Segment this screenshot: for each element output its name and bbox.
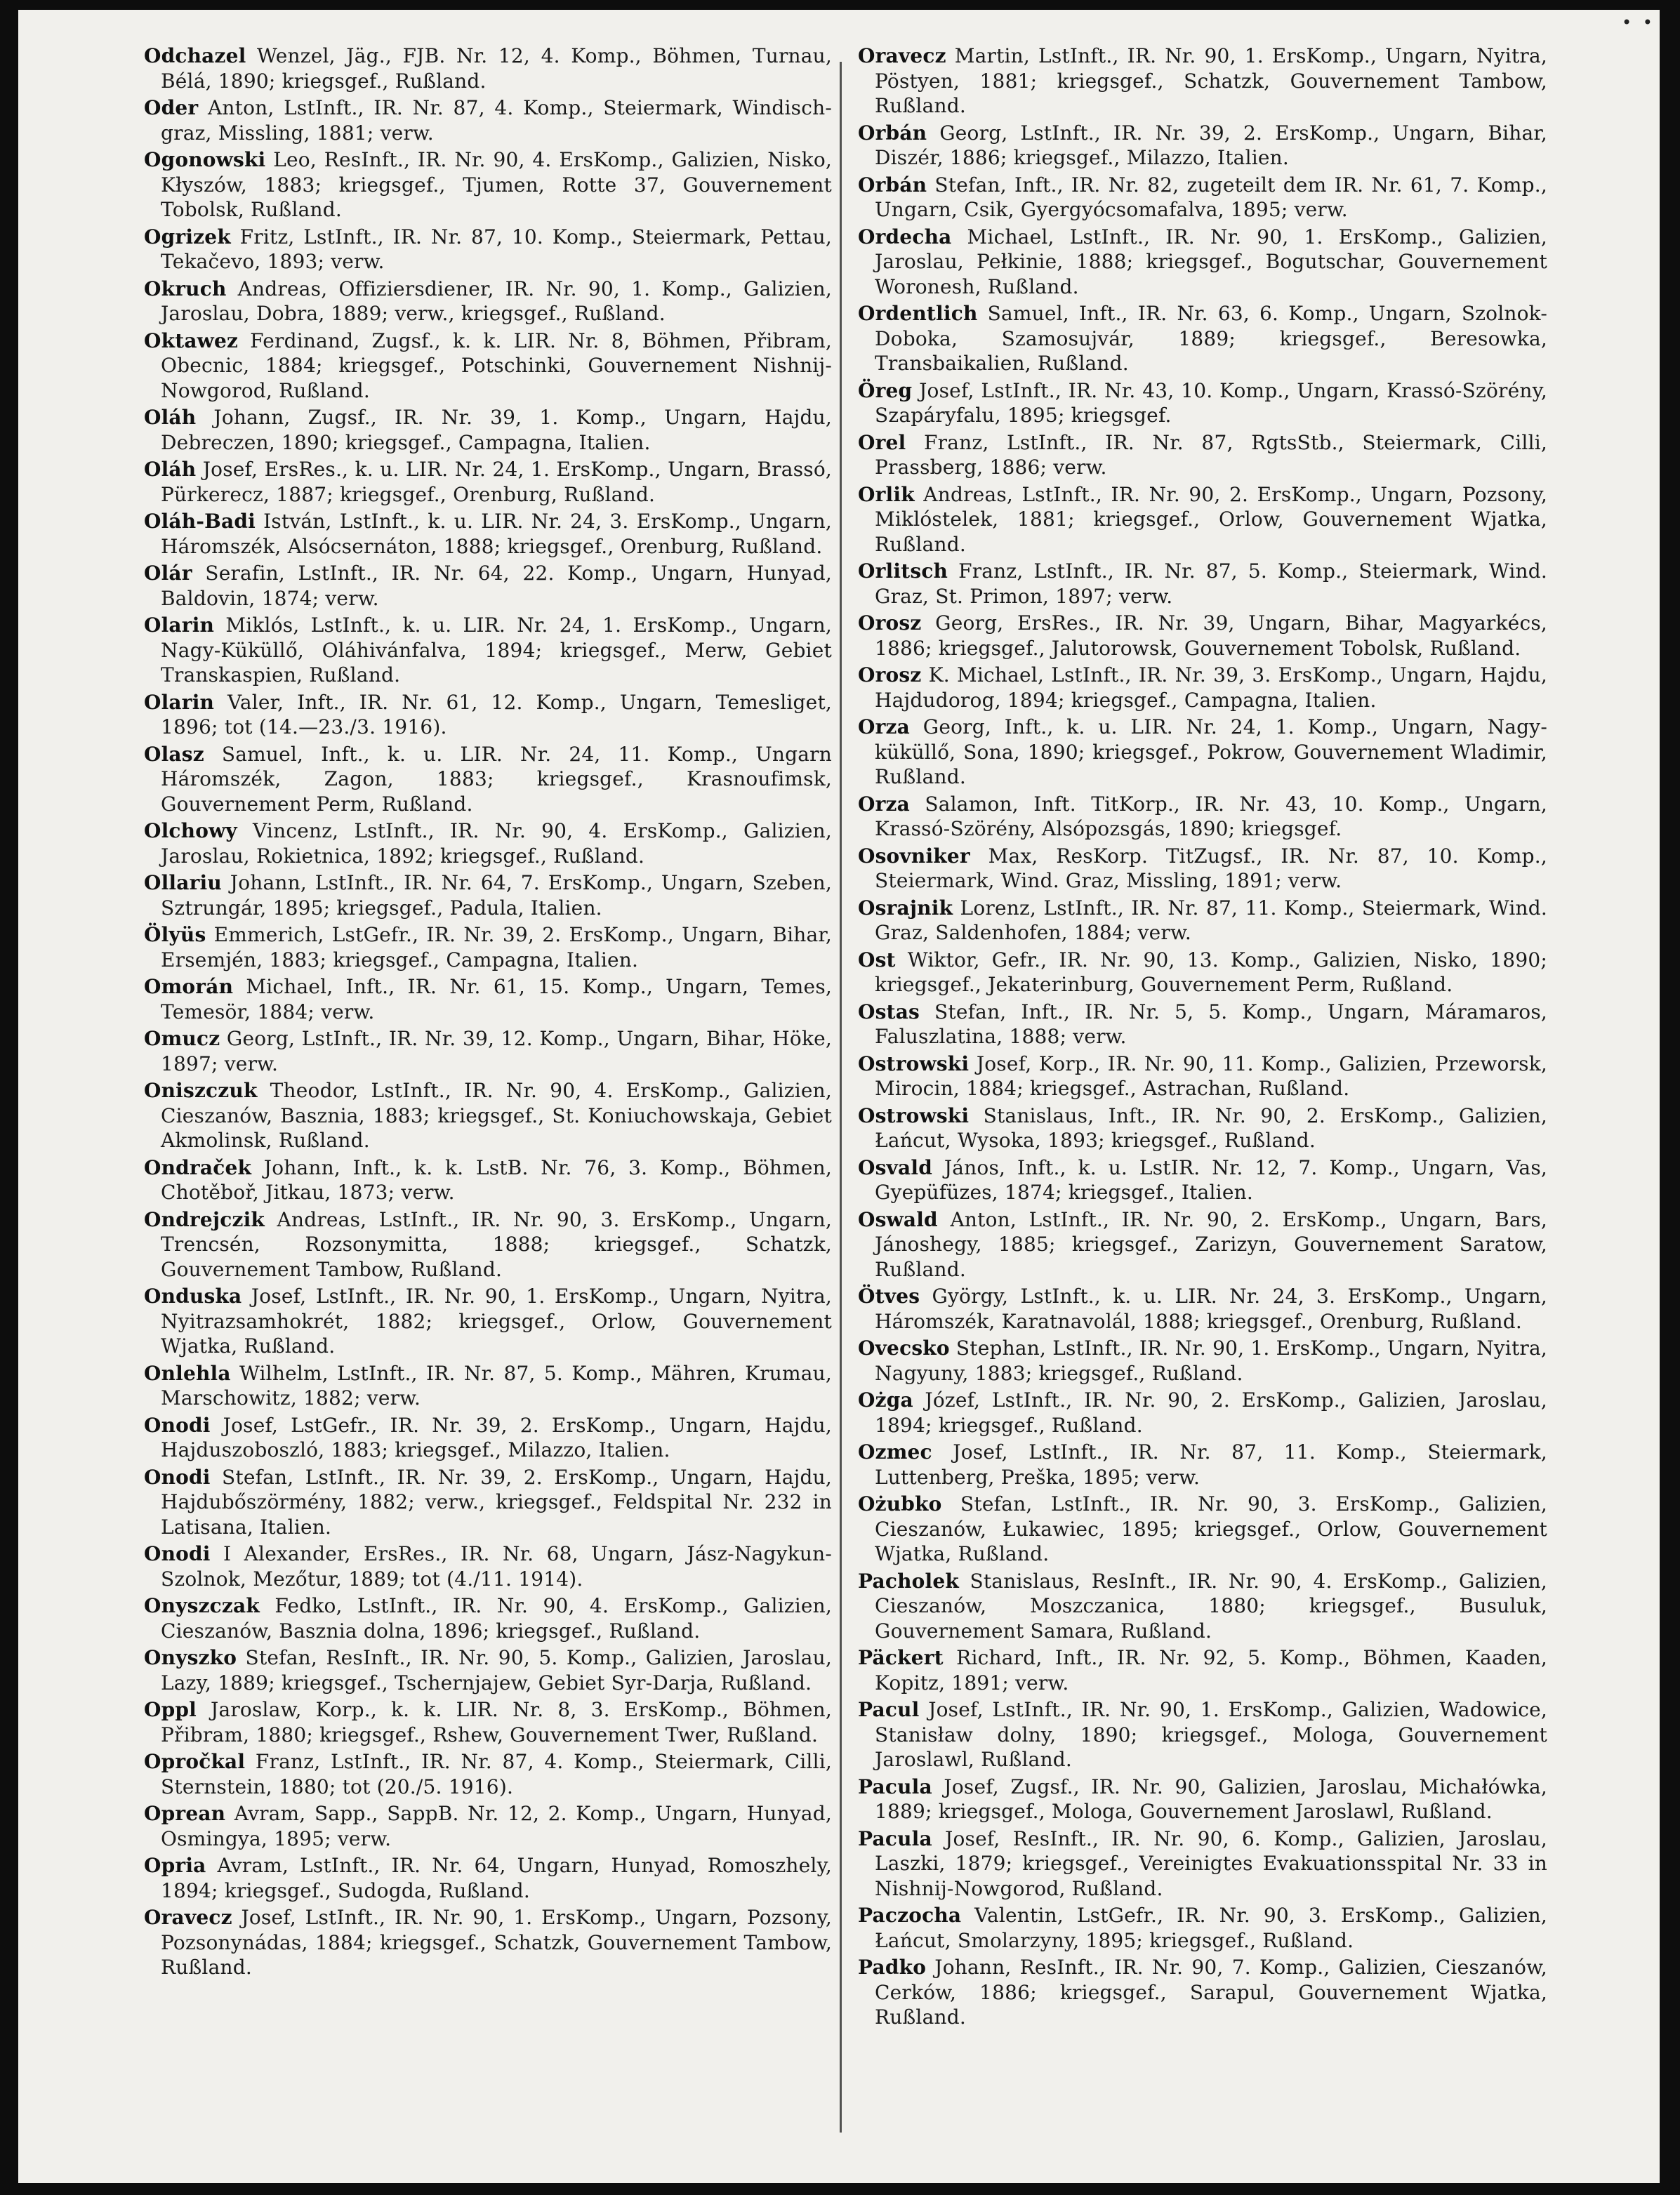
entry-surname: Oravecz	[144, 1906, 232, 1929]
entry-surname: Orlitsch	[858, 559, 948, 583]
list-entry	[144, 95, 832, 145]
entry-details: Josef, Zugsf., IR. Nr. 90, Galizien, Jaroslau, Michałówka, 1889; kriegsgef., Mologa, Gouvernement Jaroslawl, Rußland.	[875, 1775, 1547, 1823]
entry-surname: Olasz	[144, 742, 204, 766]
entry-details: Josef, LstInft., IR. Nr. 87, 11. Komp., Steiermark, Luttenberg, Preška, 1895; verw.	[875, 1440, 1547, 1489]
list-entry	[858, 44, 1547, 119]
list-entry	[144, 405, 832, 455]
entry-surname: Orosz	[858, 663, 922, 687]
list-entry	[858, 1103, 1547, 1153]
list-entry	[858, 1000, 1547, 1049]
entry-details: Miklós, LstInft., k. u. LIR. Nr. 24, 1. ErsKomp., Ungarn, Nagy-Küküllő, Oláhivánfalva, 1894; kriegsgef., Merw, Gebiet Transkaspien, Rußland.	[161, 614, 832, 687]
entry-surname: Ostrowski	[858, 1103, 970, 1127]
list-entry	[858, 225, 1547, 300]
entry-surname: Onduska	[144, 1285, 242, 1308]
entry-details: Josef, LstInft., IR. Nr. 43, 10. Komp., Ungarn, Krassó-Szörény, Szapáryfalu, 1895; kriegsgef.	[875, 378, 1547, 427]
list-entry	[144, 1541, 832, 1591]
entry-surname: Oder	[144, 96, 199, 119]
entry-details: Fedko, LstInft., IR. Nr. 90, 4. ErsKomp., Galizien, Cieszanów, Basznia dolna, 1896; kriegsgef., Rußland.	[161, 1594, 832, 1643]
entry-details: Emmerich, LstGefr., IR. Nr. 39, 2. ErsKomp., Ungarn, Bihar, Ersemjén, 1883; kriegsgef., Campagna, Italien.	[161, 923, 832, 971]
entry-surname: Ölyüs	[144, 923, 206, 946]
entry-details: Johann, ResInft., IR. Nr. 90, 7. Komp., Galizien, Cieszanów, Cerków, 1886; kriegsgef., Sarapul, Gouvernement Wjatka, Rußland.	[875, 1956, 1547, 2029]
entry-surname: Orbán	[858, 121, 927, 145]
list-entry	[144, 1284, 832, 1359]
list-entry	[858, 1388, 1547, 1438]
entry-surname: Onodi	[144, 1465, 211, 1489]
entry-surname: Oniszczuk	[144, 1079, 258, 1102]
entry-details: Georg, Inft., k. u. LIR. Nr. 24, 1. Komp., Ungarn, Nagy-küküllő, Sona, 1890; kriegsgef., Pokrow, Gouvernement Wladimir, Rußland.	[875, 715, 1547, 788]
list-entry	[858, 1440, 1547, 1490]
entry-surname: Oláh	[144, 406, 197, 429]
entry-surname: Ötves	[858, 1285, 920, 1308]
entry-surname: Oláh	[144, 458, 197, 481]
entry-surname: Okruch	[144, 277, 227, 300]
left-column	[144, 44, 832, 1982]
entry-surname: Ogrizek	[144, 225, 231, 248]
entry-details: Michael, Inft., IR. Nr. 61, 15. Komp., Ungarn, Temes, Temesör, 1884; verw.	[161, 975, 832, 1023]
list-entry	[858, 844, 1547, 894]
list-entry	[858, 792, 1547, 842]
entry-details: Lorenz, LstInft., IR. Nr. 87, 11. Komp., Steiermark, Wind. Graz, Saldenhofen, 1884; verw.	[875, 896, 1547, 944]
entry-surname: Ostas	[858, 1000, 920, 1023]
entry-surname: Olár	[144, 562, 192, 585]
entry-surname: Päckert	[858, 1646, 944, 1669]
entry-details: Josef, Korp., IR. Nr. 90, 11. Komp., Galizien, Przeworsk, Mirocin, 1884; kriegsgef., Astrachan, Rußland.	[875, 1052, 1547, 1100]
list-entry	[144, 1078, 832, 1153]
list-entry	[144, 1749, 832, 1799]
entry-surname: Oktawez	[144, 329, 239, 352]
entry-surname: Orza	[858, 792, 910, 816]
entry-surname: Ogonowski	[144, 148, 266, 171]
entry-surname: Onodi	[144, 1542, 211, 1565]
entry-details: Franz, LstInft., IR. Nr. 87, 4. Komp., Steiermark, Cilli, Sternstein, 1880; tot (20./5. 1916).	[161, 1750, 832, 1798]
entry-details: Stefan, LstInft., IR. Nr. 39, 2. ErsKomp., Ungarn, Hajdu, Hajdubőszörmény, 1882; verw., kriegsgef., Feldspital Nr. 232 in Latisana, Italien.	[161, 1465, 832, 1539]
entry-surname: Pacul	[858, 1698, 920, 1721]
list-entry	[144, 457, 832, 507]
list-entry	[144, 613, 832, 688]
entry-details: Józef, LstInft., IR. Nr. 90, 2. ErsKomp., Galizien, Jaroslau, 1894; kriegsgef., Rußland.	[875, 1388, 1547, 1437]
scan-border-left	[0, 0, 18, 2195]
list-entry	[144, 1155, 832, 1205]
entry-details: Martin, LstInft., IR. Nr. 90, 1. ErsKomp., Ungarn, Nyitra, Pöstyen, 1881; kriegsgef., Schatzk, Gouvernement Tambow, Rußland.	[875, 44, 1547, 117]
list-entry	[144, 1697, 832, 1747]
list-entry	[858, 1955, 1547, 2030]
list-entry	[858, 1492, 1547, 1567]
list-entry	[858, 1697, 1547, 1772]
list-entry	[144, 225, 832, 274]
entry-surname: Ordecha	[858, 225, 952, 248]
list-entry	[144, 974, 832, 1024]
list-entry	[858, 378, 1547, 428]
list-entry	[144, 561, 832, 611]
list-entry	[858, 1336, 1547, 1386]
entry-surname: Ondrejczik	[144, 1207, 265, 1231]
entry-surname: Osovniker	[858, 844, 970, 868]
entry-details: Avram, Sapp., SappB. Nr. 12, 2. Komp., Ungarn, Hunyad, Osmingya, 1895; verw.	[161, 1802, 832, 1850]
list-entry	[858, 1155, 1547, 1205]
entry-surname: Orel	[858, 430, 906, 454]
entry-details: Valer, Inft., IR. Nr. 61, 12. Komp., Ungarn, Temesliget, 1896; tot (14.—23./3. 1916).	[161, 690, 832, 738]
entry-details: Georg, LstInft., IR. Nr. 39, 12. Komp., Ungarn, Bihar, Höke, 1897; verw.	[161, 1027, 832, 1075]
entry-details: Max, ResKorp. TitZugsf., IR. Nr. 87, 10. Komp., Steiermark, Wind. Graz, Missling, 1891; verw.	[875, 844, 1547, 892]
list-entry	[858, 1569, 1547, 1644]
list-entry	[144, 1905, 832, 1980]
entry-surname: Onyszko	[144, 1646, 237, 1669]
entry-surname: Ondraček	[144, 1155, 252, 1179]
entry-details: Samuel, Inft., k. u. LIR. Nr. 24, 11. Komp., Ungarn Háromszék, Zagon, 1883; kriegsgef., Krasnoufimsk, Gouvernement Perm, Rußland.	[161, 742, 832, 816]
entry-details: Johann, Zugsf., IR. Nr. 39, 1. Komp., Ungarn, Hajdu, Debreczen, 1890; kriegsgef., Campagna, Italien.	[161, 406, 832, 454]
list-entry	[144, 44, 832, 93]
entry-surname: Pacula	[858, 1826, 932, 1850]
list-entry	[858, 896, 1547, 946]
list-entry	[858, 121, 1547, 171]
entry-surname: Padko	[858, 1956, 927, 1979]
entry-details: Ferdinand, Zugsf., k. k. LIR. Nr. 8, Böhmen, Přibram, Obecnic, 1884; kriegsgef., Potschinki, Gouvernement Nishnij-Nowgorod, Rußland.	[161, 329, 832, 402]
entry-details: Josef, LstGefr., IR. Nr. 39, 2. ErsKomp., Ungarn, Hajdu, Hajduszoboszló, 1883; kriegsgef., Milazzo, Italien.	[161, 1413, 832, 1461]
entry-surname: Pacholek	[858, 1569, 959, 1593]
entry-surname: Odchazel	[144, 44, 246, 67]
entry-details: Wiktor, Gefr., IR. Nr. 90, 13. Komp., Galizien, Nisko, 1890; kriegsgef., Jekaterinburg, Gouvernement Perm, Rußland.	[875, 948, 1547, 996]
list-entry	[858, 663, 1547, 712]
list-entry	[144, 509, 832, 559]
entry-surname: Paczocha	[858, 1904, 962, 1927]
entry-details: Vincenz, LstInft., IR. Nr. 90, 4. ErsKomp., Galizien, Jaroslau, Rokietnica, 1892; kriegsgef., Rußland.	[161, 819, 832, 868]
list-entry	[858, 948, 1547, 997]
entry-details: Stefan, Inft., IR. Nr. 5, 5. Komp., Ungarn, Máramaros, Faluszlatina, 1888; verw.	[875, 1000, 1547, 1048]
list-entry	[144, 147, 832, 223]
entry-surname: Orbán	[858, 173, 927, 197]
entry-details: Josef, LstInft., IR. Nr. 90, 1. ErsKomp., Ungarn, Pozsony, Pozsonynádas, 1884; kriegsgef., Schatzk, Gouvernement Tambow, Rußland.	[161, 1906, 832, 1979]
entry-surname: Orosz	[858, 611, 922, 635]
list-entry	[144, 1645, 832, 1695]
entry-details: Anton, LstInft., IR. Nr. 87, 4. Komp., Steiermark, Windisch-graz, Missling, 1881; verw.	[161, 96, 832, 145]
entry-details: Michael, LstInft., IR. Nr. 90, 1. ErsKomp., Galizien, Jaroslau, Pełkinie, 1888; kriegsgef., Bogutschar, Gouvernement Woronesh, Rußland.	[875, 225, 1547, 298]
list-entry	[858, 1052, 1547, 1101]
right-column	[858, 44, 1547, 2032]
list-entry	[858, 715, 1547, 790]
entry-details: Stefan, ResInft., IR. Nr. 90, 5. Komp., Galizien, Jaroslau, Lazy, 1889; kriegsgef., Tschernjajew, Gebiet Syr-Darja, Rußland.	[161, 1646, 832, 1695]
entry-details: Georg, LstInft., IR. Nr. 39, 2. ErsKomp., Ungarn, Bihar, Diszér, 1886; kriegsgef., Milazzo, Italien.	[875, 121, 1547, 169]
entry-details: Franz, LstInft., IR. Nr. 87, 5. Komp., Steiermark, Wind. Graz, St. Primon, 1897; verw.	[875, 559, 1547, 608]
entry-details: Stanislaus, Inft., IR. Nr. 90, 2. ErsKomp., Galizien, Łańcut, Wysoka, 1893; kriegsgef., Rußland.	[875, 1103, 1547, 1152]
entry-surname: Omucz	[144, 1027, 220, 1050]
list-entry	[144, 818, 832, 868]
entry-surname: Ożga	[858, 1388, 913, 1412]
entry-surname: Osrajnik	[858, 896, 953, 920]
list-entry	[858, 611, 1547, 661]
entry-surname: Opročkal	[144, 1750, 246, 1773]
entry-details: István, LstInft., k. u. LIR. Nr. 24, 3. ErsKomp., Ungarn, Háromszék, Alsócsernáton, 1888; kriegsgef., Orenburg, Rußland.	[161, 510, 832, 558]
list-entry	[858, 1284, 1547, 1334]
list-entry	[858, 1775, 1547, 1824]
column-divider	[840, 62, 842, 2133]
entry-details: Josef, LstInft., IR. Nr. 90, 1. ErsKomp., Galizien, Wadowice, Stanisław dolny, 1890; kriegsgef., Mologa, Gouvernement Jaroslawl, Rußland.	[875, 1698, 1547, 1771]
entry-surname: Ozmec	[858, 1440, 932, 1464]
entry-surname: Pacula	[858, 1775, 932, 1798]
entry-details: Anton, LstInft., IR. Nr. 90, 2. ErsKomp., Ungarn, Bars, Jánoshegy, 1885; kriegsgef., Zarizyn, Gouvernement Saratow, Rußland.	[875, 1207, 1547, 1281]
entry-surname: Öreg	[858, 378, 913, 402]
list-entry	[144, 1801, 832, 1851]
entry-surname: Ordentlich	[858, 302, 978, 325]
entry-details: I Alexander, ErsRes., IR. Nr. 68, Ungarn, Jász-Nagykun-Szolnok, Mezőtur, 1889; tot (4./11. 1914).	[161, 1542, 832, 1591]
entry-surname: Oprean	[144, 1802, 226, 1825]
entry-details: Valentin, LstGefr., IR. Nr. 90, 3. ErsKomp., Galizien, Łańcut, Smolarzyny, 1895; kriegsgef., Rußland.	[875, 1904, 1547, 1952]
entry-surname: Oswald	[858, 1207, 938, 1231]
entry-surname: Omorán	[144, 975, 234, 998]
entry-surname: Orza	[858, 715, 910, 738]
list-entry	[144, 329, 832, 404]
entry-surname: Onodi	[144, 1413, 211, 1437]
entry-details: Georg, ErsRes., IR. Nr. 39, Ungarn, Bihar, Magyarkécs, 1886; kriegsgef., Jalutorowsk, Gouvernement Tobolsk, Rußland.	[875, 611, 1547, 660]
list-entry	[858, 1207, 1547, 1282]
entry-details: Stefan, Inft., IR. Nr. 82, zugeteilt dem IR. Nr. 61, 7. Komp., Ungarn, Csik, Gyergyócsomafalva, 1895; verw.	[875, 173, 1547, 221]
entry-details: Theodor, LstInft., IR. Nr. 90, 4. ErsKomp., Galizien, Cieszanów, Basznia, 1883; kriegsgef., St. Koniuchowskaja, Gebiet Akmolinsk, Rußland.	[161, 1079, 832, 1152]
entry-details: Johann, Inft., k. k. LstB. Nr. 76, 3. Komp., Böhmen, Chotěboř, Jitkau, 1873; verw.	[161, 1155, 832, 1204]
entry-surname: Osvald	[858, 1155, 932, 1179]
entry-surname: Onyszczak	[144, 1594, 260, 1617]
list-entry	[144, 922, 832, 972]
entry-surname: Ollariu	[144, 871, 222, 894]
entry-details: Stephan, LstInft., IR. Nr. 90, 1. ErsKomp., Ungarn, Nyitra, Nagyuny, 1883; kriegsgef., Rußland.	[875, 1337, 1547, 1385]
entry-details: Stanislaus, ResInft., IR. Nr. 90, 4. ErsKomp., Galizien, Cieszanów, Moszczanica, 1880; kriegsgef., Busuluk, Gouvernement Samara, Rußland.	[875, 1569, 1547, 1643]
entry-surname: Olarin	[144, 690, 215, 714]
entry-details: Andreas, LstInft., IR. Nr. 90, 2. ErsKomp., Ungarn, Pozsony, Miklóstelek, 1881; kriegsgef., Orlow, Gouvernement Wjatka, Rußland.	[875, 482, 1547, 556]
entry-surname: Ożubko	[858, 1492, 942, 1516]
list-entry	[144, 1361, 832, 1411]
list-entry	[858, 1826, 1547, 1902]
entry-details: Leo, ResInft., IR. Nr. 90, 4. ErsKomp., Galizien, Nisko, Kłyszów, 1883; kriegsgef., Tjumen, Rotte 37, Gouvernement Tobolsk, Rußland.	[161, 148, 832, 221]
entry-details: Fritz, LstInft., IR. Nr. 87, 10. Komp., Steiermark, Pettau, Tekačevo, 1893; verw.	[161, 225, 832, 273]
entry-surname: Olchowy	[144, 819, 237, 842]
entry-details: K. Michael, LstInft., IR. Nr. 39, 3. ErsKomp., Ungarn, Hajdu, Hajdudorog, 1894; kriegsgef., Campagna, Italien.	[875, 663, 1547, 712]
entry-details: Richard, Inft., IR. Nr. 92, 5. Komp., Böhmen, Kaaden, Kopitz, 1891; verw.	[875, 1646, 1547, 1695]
entry-surname: Olarin	[144, 614, 215, 637]
list-entry	[858, 301, 1547, 376]
list-entry	[144, 690, 832, 740]
list-entry	[858, 1645, 1547, 1695]
scan-border-right	[1660, 0, 1680, 2195]
scan-border-top	[0, 0, 1680, 10]
list-entry	[858, 482, 1547, 557]
list-entry	[144, 742, 832, 817]
list-entry	[858, 430, 1547, 480]
list-entry	[144, 1853, 832, 1903]
list-entry	[144, 1465, 832, 1540]
list-entry	[858, 1903, 1547, 1953]
entry-details: Josef, ResInft., IR. Nr. 90, 6. Komp., Galizien, Jaroslau, Laszki, 1879; kriegsgef., Vereinigtes Evakuationsspital Nr. 33 in Nishnij-Nowgorod, Rußland.	[875, 1826, 1547, 1900]
list-entry	[144, 1593, 832, 1643]
entry-details: Andreas, LstInft., IR. Nr. 90, 3. ErsKomp., Ungarn, Trencsén, Rozsonymitta, 1888; kriegsgef., Schatzk, Gouvernement Tambow, Rußland.	[161, 1207, 832, 1281]
list-entry	[858, 173, 1547, 223]
entry-details: Josef, ErsRes., k. u. LIR. Nr. 24, 1. ErsKomp., Ungarn, Brassó, Pürkerecz, 1887; kriegsgef., Orenburg, Rußland.	[161, 458, 832, 506]
entry-details: Wilhelm, LstInft., IR. Nr. 87, 5. Komp., Mähren, Krumau, Marschowitz, 1882; verw.	[161, 1361, 832, 1410]
entry-details: Franz, LstInft., IR. Nr. 87, RgtsStb., Steiermark, Cilli, Prassberg, 1886; verw.	[875, 430, 1547, 479]
entry-details: Jaroslaw, Korp., k. k. LIR. Nr. 8, 3. ErsKomp., Böhmen, Přibram, 1880; kriegsgef., Rshew, Gouvernement Twer, Rußland.	[161, 1698, 832, 1746]
entry-surname: Oppl	[144, 1698, 197, 1721]
list-entry	[144, 1026, 832, 1076]
corner-mark: • •	[1622, 13, 1655, 32]
list-entry	[144, 1413, 832, 1463]
entry-details: Salamon, Inft. TitKorp., IR. Nr. 43, 10. Komp., Ungarn, Krassó-Szörény, Alsópozsgás, 1890; kriegsgef.	[875, 792, 1547, 840]
entry-details: Samuel, Inft., IR. Nr. 63, 6. Komp., Ungarn, Szolnok-Doboka, Szamosujvár, 1889; kriegsgef., Beresowka, Transbaikalien, Rußland.	[875, 302, 1547, 375]
list-entry	[144, 277, 832, 326]
entry-details: Serafin, LstInft., IR. Nr. 64, 22. Komp., Ungarn, Hunyad, Baldovin, 1874; verw.	[161, 562, 832, 610]
entry-details: Johann, LstInft., IR. Nr. 64, 7. ErsKomp., Ungarn, Szeben, Sztrungár, 1895; kriegsgef., Padula, Italien.	[161, 871, 832, 920]
entry-surname: Onlehla	[144, 1361, 231, 1385]
entry-surname: Oravecz	[858, 44, 946, 67]
entry-surname: Orlik	[858, 482, 915, 506]
entry-details: János, Inft., k. u. LstIR. Nr. 12, 7. Komp., Ungarn, Vas, Gyepüfüzes, 1874; kriegsgef., Italien.	[875, 1155, 1547, 1204]
scan-border-bottom	[0, 2183, 1680, 2195]
list-entry	[144, 870, 832, 920]
entry-surname: Ost	[858, 948, 896, 971]
entry-surname: Ovecsko	[858, 1337, 950, 1360]
entry-details: Josef, LstInft., IR. Nr. 90, 1. ErsKomp., Ungarn, Nyitra, Nyitrazsamhokrét, 1882; kriegsgef., Orlow, Gouvernement Wjatka, Rußland.	[161, 1285, 832, 1358]
list-entry	[144, 1207, 832, 1282]
entry-details: Wenzel, Jäg., FJB. Nr. 12, 4. Komp., Böhmen, Turnau, Bélá, 1890; kriegsgef., Rußland.	[161, 44, 832, 93]
entry-details: György, LstInft., k. u. LIR. Nr. 24, 3. ErsKomp., Ungarn, Háromszék, Karatnavolál, 1888; kriegsgef., Orenburg, Rußland.	[875, 1285, 1547, 1333]
entry-details: Avram, LstInft., IR. Nr. 64, Ungarn, Hunyad, Romoszhely, 1894; kriegsgef., Sudogda, Rußland.	[161, 1854, 832, 1902]
entry-surname: Ostrowski	[858, 1052, 970, 1075]
entry-details: Stefan, LstInft., IR. Nr. 90, 3. ErsKomp., Galizien, Cieszanów, Łukawiec, 1895; kriegsgef., Orlow, Gouvernement Wjatka, Rußland.	[875, 1492, 1547, 1565]
entry-surname: Opria	[144, 1854, 206, 1877]
entry-details: Andreas, Offiziersdiener, IR. Nr. 90, 1. Komp., Galizien, Jaroslau, Dobra, 1889; verw., kriegsgef., Rußland.	[161, 277, 832, 325]
entry-surname: Oláh-Badi	[144, 510, 256, 533]
list-entry	[858, 559, 1547, 609]
